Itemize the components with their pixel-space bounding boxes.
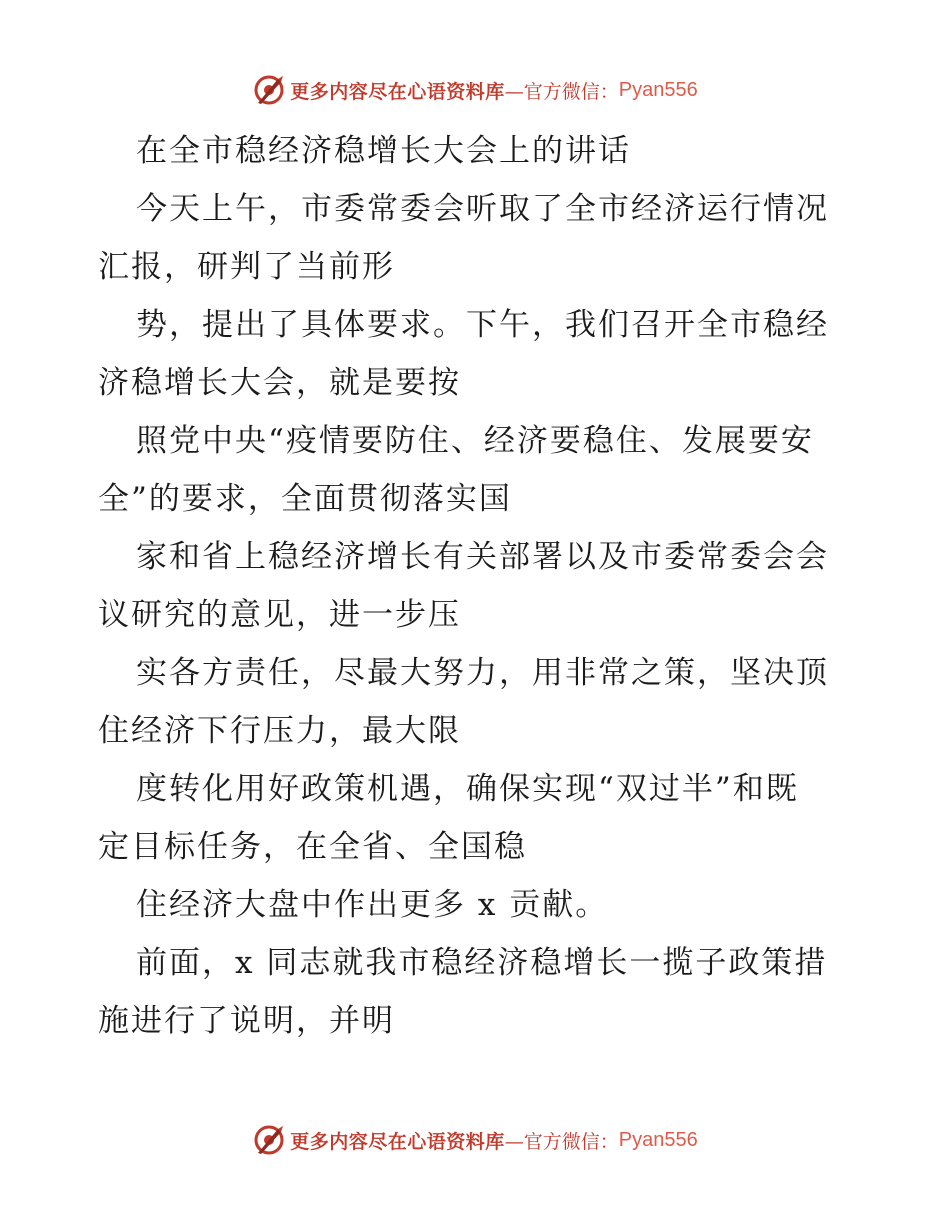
header-watermark-banner — [0, 70, 950, 110]
watermark-official-text: —官方微信： — [504, 1130, 619, 1153]
document-title: 在全市稳经济稳增长大会上的讲话 — [136, 133, 631, 169]
paragraph-line: 度转化用好政策机遇，确保实现“双过半”和既 — [136, 771, 799, 807]
paragraph-line: 济稳增长大会，就是要按 — [98, 365, 461, 401]
paragraph-line: 势，提出了具体要求。下午，我们召开全市稳经 — [136, 307, 829, 343]
paragraph-line: 议研究的意见，进一步压 — [98, 597, 461, 633]
paragraph-line: 实各方责任，尽最大努力，用非常之策，坚决顶 — [136, 655, 829, 691]
paragraph-line: 照党中央“疫情要防住、经济要稳住、发展要安 — [136, 423, 814, 459]
watermark-brand-text: 更多内容尽在心语资料库 — [290, 80, 505, 103]
watermark-official-text: —官方微信： — [504, 80, 619, 103]
watermark-wechat-id: Pyan556 — [618, 1128, 698, 1151]
paragraph-line: 施进行了说明，并明 — [98, 1003, 395, 1039]
quill-logo-icon — [252, 1123, 286, 1157]
document-body — [98, 122, 858, 1050]
paragraph-line: 住经济大盘中作出更多 x 贡献。 — [136, 887, 609, 923]
watermark-wechat-id: Pyan556 — [618, 78, 698, 101]
paragraph-line: 住经济下行压力，最大限 — [98, 713, 461, 749]
watermark-brand-text: 更多内容尽在心语资料库 — [290, 1130, 505, 1153]
footer-watermark-banner — [0, 1120, 950, 1160]
paragraph-line: 全”的要求，全面贯彻落实国 — [98, 481, 512, 517]
paragraph-line: 前面，x 同志就我市稳经济稳增长一揽子政策措 — [136, 945, 828, 981]
paragraph-line: 今天上午，市委常委会听取了全市经济运行情况 — [136, 191, 829, 227]
paragraph-line: 定目标任务，在全省、全国稳 — [98, 829, 527, 865]
quill-logo-icon — [252, 73, 286, 107]
paragraph-line: 家和省上稳经济增长有关部署以及市委常委会会 — [136, 539, 829, 575]
paragraph-line: 汇报，研判了当前形 — [98, 249, 395, 285]
